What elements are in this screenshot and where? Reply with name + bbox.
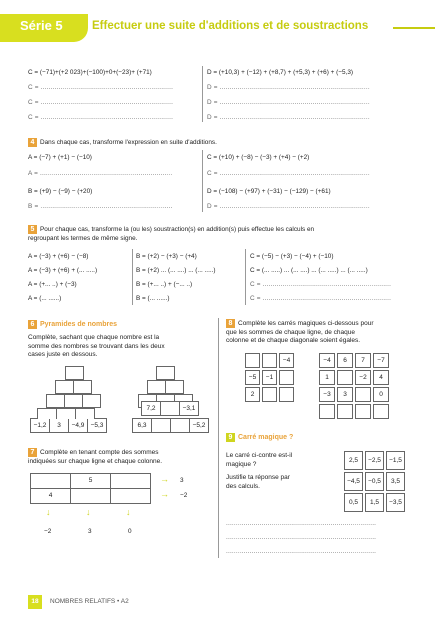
magic-cell: −2	[355, 370, 371, 385]
pyramid-base-cell: 3	[49, 418, 69, 433]
ex4-a-expression: A = (−7) + (+1) − (−10)	[28, 154, 92, 161]
ex7-cell[interactable]	[110, 473, 151, 489]
ex4-d-line: D = ............................................................................	[207, 203, 370, 210]
ex4-b-line: B = ...................................................................	[28, 203, 173, 210]
pyramid-base-cell: 6,3	[132, 418, 152, 433]
ex1-c-line: C = ...................................................................	[28, 114, 174, 121]
ex8-text-line: que les sommes de chaque ligne, de chaque	[226, 328, 356, 336]
page-title: Effectuer une suite d'additions et de soustractions	[92, 20, 369, 32]
magic-cell: 2	[245, 387, 260, 402]
ex1-c-line: C = ...................................................................	[28, 99, 174, 106]
ex9-title: Carré magique ?	[238, 434, 294, 442]
ex9-answer-line[interactable]: ............................................................................	[226, 548, 377, 555]
ex5-c-row: C = (−5) − (+3) − (−4) + (−10)	[250, 253, 334, 260]
pyramid-cell[interactable]	[82, 394, 101, 408]
magic-cell[interactable]	[373, 404, 389, 419]
ex6-text-line: Complète, sachant que chaque nombre est la	[28, 334, 160, 341]
ex7-col-sum: −2	[44, 528, 52, 535]
ex5-instruction	[28, 225, 314, 234]
pyramid-mid-cell: 7,2	[141, 401, 161, 416]
ex7-cell[interactable]	[30, 473, 71, 489]
ex9-number: 9	[226, 433, 235, 442]
ex4-c-line: C = ............................................................................	[207, 170, 370, 177]
ex9-text-line: Justifie ta réponse par	[226, 474, 290, 481]
ex5-c-row: C = .................................................................	[250, 281, 392, 288]
magic-cell: 4	[373, 370, 389, 385]
pyramid-cell[interactable]	[64, 394, 83, 408]
pyramid-mid-cell: −3,1	[179, 401, 199, 416]
pyramid-cell[interactable]	[160, 401, 180, 416]
ex1-c-expression: C = (−71)+(+2 023)+(−100)+0+(−23)+ (+71)	[28, 69, 152, 76]
arrow-down-icon: ↓	[86, 507, 91, 517]
arrow-right-icon: →	[160, 474, 169, 484]
magic-cell: 2,5	[344, 451, 363, 470]
ex4-instruction	[28, 138, 217, 147]
magic-cell[interactable]	[337, 370, 353, 385]
pyramid-base-cell: −5,3	[87, 418, 107, 433]
magic-cell[interactable]	[279, 370, 294, 385]
magic-cell: −3	[319, 387, 335, 402]
ex4-text: Dans chaque cas, transforme l'expression en suite d'additions.	[40, 139, 217, 147]
ex7-text-line: Complète en tenant compte des sommes	[40, 449, 159, 457]
title-rule	[393, 27, 435, 29]
magic-cell: −5	[245, 370, 260, 385]
ex9-heading	[226, 433, 293, 442]
magic-cell[interactable]	[262, 387, 277, 402]
ex9-answer-line[interactable]: ............................................................................	[226, 520, 377, 527]
ex4-c-expression: C = (+10) + (−8) − (−3) + (+4) − (+2)	[207, 154, 310, 161]
magic-cell: −2,5	[365, 451, 384, 470]
ex5-number: 5	[28, 225, 37, 234]
ex7-row-sum: 3	[180, 477, 184, 484]
ex6-text	[28, 334, 208, 360]
magic-cell: −4,5	[344, 472, 363, 491]
ex7-text-line: indiquées sur chaque ligne et chaque colonne.	[28, 457, 163, 465]
magic-cell: −0,5	[365, 472, 384, 491]
ex1-d-expression: D = (+10,3) + (−12) + (+8,7) + (+5,3) + (+6) + (−5,3)	[207, 69, 353, 76]
ex9-question	[226, 452, 341, 469]
magic-cell: 7	[355, 353, 371, 368]
magic-cell: −3,5	[386, 493, 405, 512]
ex7-cell[interactable]	[110, 488, 151, 504]
ex9-text-line: Le carré ci-contre est-il	[226, 452, 293, 459]
pyramid-cell[interactable]	[165, 380, 184, 394]
pyramid-cell[interactable]	[73, 380, 92, 394]
pyramid-cell[interactable]	[55, 380, 74, 394]
magic-cell[interactable]	[319, 404, 335, 419]
ex1-d-line: D = ............................................................................	[207, 84, 370, 91]
ex8-text-line: colonne et de chaque diagonale soient égales.	[226, 337, 361, 345]
ex8-text	[226, 319, 411, 346]
ex7-row-sum: −2	[180, 492, 188, 499]
ex5-a-row: A = (−3) + (+6) − (−8)	[28, 253, 89, 260]
magic-cell: 0,5	[344, 493, 363, 512]
ex9-text-line: magique ?	[226, 460, 257, 468]
ex7-text	[28, 448, 213, 466]
ex5-b-row: B = (+2) − (+3) − (+4)	[136, 253, 197, 260]
page-number: 18	[28, 595, 42, 609]
ex5-a-row: A = (... ......)	[28, 295, 62, 302]
magic-cell: 3,5	[386, 472, 405, 491]
column-separator	[218, 318, 219, 558]
ex5-b-row: B = (... ......)	[136, 295, 170, 302]
ex4-number: 4	[28, 138, 37, 147]
ex5-c-row: C = (... .....) ... (... ....) ... (... .....) ... (... .....)	[250, 267, 368, 274]
pyramid-base-cell: −4,9	[68, 418, 88, 433]
ex4-d-expression: D = (−108) − (+97) + (−31) − (−129) − (+61)	[207, 188, 331, 195]
ex7-number: 7	[28, 448, 37, 457]
ex6-title: Pyramides de nombres	[40, 321, 118, 329]
magic-cell[interactable]	[279, 387, 294, 402]
ex4-b-expression: B = (+9) − (−9) − (+20)	[28, 188, 93, 195]
ex9-answer-line[interactable]: ............................................................................	[226, 534, 377, 541]
pyramid-cell[interactable]	[75, 408, 95, 419]
pyramid-base-cell: −1,2	[30, 418, 50, 433]
magic-cell[interactable]	[245, 353, 260, 368]
ex5-b-row: B = (+... ..) + (−... ..)	[136, 281, 193, 288]
ex1-d-line: D = ............................................................................	[207, 114, 370, 121]
ex1-c-line: C = ...................................................................	[28, 84, 174, 91]
pyramid-cell[interactable]	[46, 394, 65, 408]
pyramid-cell[interactable]	[37, 408, 57, 419]
arrow-down-icon: ↓	[126, 507, 131, 517]
pyramid-base-cell[interactable]	[170, 418, 190, 433]
ex7-col-sum: 0	[128, 528, 132, 535]
magic-cell: −4	[279, 353, 294, 368]
ex5-text: Pour chaque cas, transforme la (ou les) soustraction(s) en addition(s) puis effectue les calculs en	[40, 226, 315, 234]
magic-cell: 6	[337, 353, 353, 368]
magic-cell[interactable]	[355, 404, 371, 419]
magic-cell: −1	[262, 370, 277, 385]
ex5-b-row: B = (+2) ... (... ....) ... (... .....)	[136, 267, 216, 274]
ex5-c-row: C = .................................................................	[250, 295, 392, 302]
ex7-cell[interactable]	[70, 488, 111, 504]
ex8-number: 8	[226, 319, 235, 328]
magic-cell: −7	[373, 353, 389, 368]
ex6-text-line: somme des nombres se trouvant dans les deux	[28, 342, 165, 350]
ex5-text-2: regroupant les termes de même signe.	[28, 235, 138, 242]
column-separator	[202, 150, 203, 212]
column-separator	[132, 249, 133, 305]
column-separator	[202, 66, 203, 122]
arrow-down-icon: ↓	[46, 507, 51, 517]
magic-cell[interactable]	[262, 353, 277, 368]
ex1-d-line: D = ............................................................................	[207, 99, 370, 106]
ex7-col-sum: 3	[88, 528, 92, 535]
magic-cell: 0	[373, 387, 389, 402]
arrow-right-icon: →	[160, 489, 169, 499]
serie-label: Série 5	[20, 18, 63, 33]
magic-cell[interactable]	[355, 387, 371, 402]
magic-cell: 1,5	[365, 493, 384, 512]
pyramid-cell[interactable]	[156, 366, 175, 380]
ex9-text-line: des calculs.	[226, 482, 260, 490]
footer-text: NOMBRES RELATIFS • A2	[50, 598, 129, 605]
ex6-text-line: cases juste en dessous.	[28, 351, 98, 358]
pyramid-base-cell[interactable]	[151, 418, 171, 433]
magic-cell: 1	[319, 370, 335, 385]
column-separator	[245, 249, 246, 305]
magic-cell: −4	[319, 353, 335, 368]
ex4-a-line: A = ...................................................................	[28, 170, 173, 177]
pyramid-cell[interactable]	[65, 366, 84, 380]
ex5-a-row: A = (+... ..) + (−3)	[28, 281, 77, 288]
pyramid-cell[interactable]	[56, 408, 76, 419]
magic-cell: −1,5	[386, 451, 405, 470]
ex6-heading	[28, 320, 117, 329]
ex5-a-row: A = (−3) + (+6) + (... .....)	[28, 267, 98, 274]
magic-cell[interactable]	[337, 404, 353, 419]
ex9-question	[226, 474, 341, 491]
magic-cell: 3	[337, 387, 353, 402]
ex7-cell: 5	[70, 473, 111, 489]
ex7-cell: 4	[30, 488, 71, 504]
pyramid-cell[interactable]	[147, 380, 166, 394]
pyramid-base-cell: −5,2	[189, 418, 209, 433]
ex6-number: 6	[28, 320, 37, 329]
ex8-text-line: Complète les carrés magiques ci-dessous pour	[238, 320, 374, 328]
